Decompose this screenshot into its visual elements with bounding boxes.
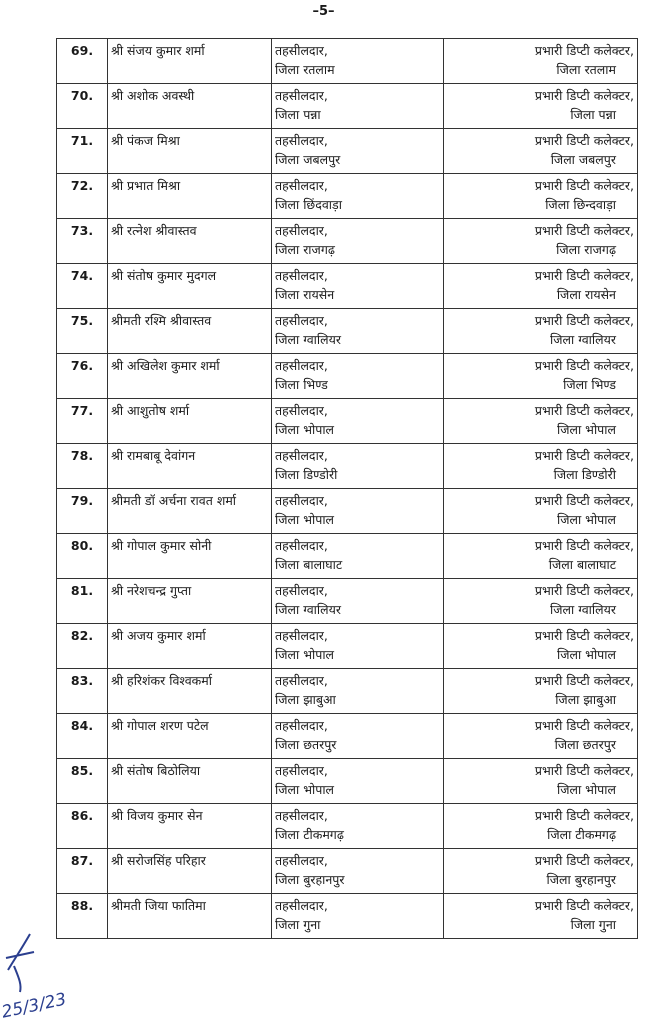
current-post-district: जिला जबलपुर	[275, 152, 341, 167]
table-row	[57, 39, 638, 84]
current-post	[272, 39, 444, 84]
new-posting	[444, 849, 638, 894]
current-post-district: जिला छिंदवाड़ा	[275, 197, 342, 212]
new-post-title: प्रभारी डिप्टी कलेक्टर,	[534, 403, 634, 418]
serial-number: 78.	[57, 444, 108, 489]
new-posting	[444, 579, 638, 624]
new-post-district: जिला पन्ना	[570, 107, 616, 122]
current-post-title: तहसीलदार,	[275, 178, 328, 193]
serial-number: 69.	[57, 39, 108, 84]
new-post-district: जिला भोपाल	[556, 512, 616, 527]
serial-number: 88.	[57, 894, 108, 939]
officer-name: श्री संतोष बिठोलिया	[108, 759, 272, 804]
signature-mark	[0, 930, 80, 1024]
current-post	[272, 489, 444, 534]
officer-name: श्री नरेशचन्द्र गुप्ता	[108, 579, 272, 624]
current-post	[272, 264, 444, 309]
current-post-title: तहसीलदार,	[275, 223, 328, 238]
current-post-title: तहसीलदार,	[275, 898, 328, 913]
current-post-title: तहसीलदार,	[275, 448, 328, 463]
new-post-title: प्रभारी डिप्टी कलेक्टर,	[534, 763, 634, 778]
officer-name: श्री प्रभात मिश्रा	[108, 174, 272, 219]
serial-number: 86.	[57, 804, 108, 849]
new-post-title: प्रभारी डिप्टी कलेक्टर,	[534, 898, 634, 913]
current-post	[272, 399, 444, 444]
new-posting	[444, 534, 638, 579]
current-post-title: तहसीलदार,	[275, 88, 328, 103]
current-post	[272, 84, 444, 129]
table-row	[57, 579, 638, 624]
current-post	[272, 444, 444, 489]
new-post-district: जिला छिन्दवाड़ा	[545, 197, 616, 212]
current-post-district: जिला रतलाम	[275, 62, 335, 77]
current-post-district: जिला गुना	[275, 917, 321, 932]
current-post-title: तहसीलदार,	[275, 43, 328, 58]
current-post	[272, 354, 444, 399]
serial-number: 79.	[57, 489, 108, 534]
current-post	[272, 174, 444, 219]
new-post-title: प्रभारी डिप्टी कलेक्टर,	[534, 133, 634, 148]
current-post-title: तहसीलदार,	[275, 313, 328, 328]
current-post-title: तहसीलदार,	[275, 673, 328, 688]
new-posting	[444, 309, 638, 354]
new-posting	[444, 39, 638, 84]
current-post-title: तहसीलदार,	[275, 538, 328, 553]
new-post-title: प्रभारी डिप्टी कलेक्टर,	[534, 493, 634, 508]
new-posting	[444, 219, 638, 264]
officer-name: श्री पंकज मिश्रा	[108, 129, 272, 174]
signature-date: 25/3/23	[0, 989, 69, 1023]
current-post	[272, 849, 444, 894]
current-post-district: जिला ग्वालियर	[275, 602, 341, 617]
new-post-district: जिला ग्वालियर	[550, 602, 616, 617]
officer-name: श्री अशोक अवस्थी	[108, 84, 272, 129]
current-post	[272, 714, 444, 759]
new-post-title: प्रभारी डिप्टी कलेक्टर,	[534, 358, 634, 373]
current-post-district: जिला भोपाल	[275, 782, 335, 797]
transfer-table-body	[57, 39, 638, 939]
table-row	[57, 354, 638, 399]
serial-number: 85.	[57, 759, 108, 804]
current-post	[272, 759, 444, 804]
new-posting	[444, 264, 638, 309]
current-post-title: तहसीलदार,	[275, 493, 328, 508]
new-post-district: जिला टीकमगढ़	[547, 827, 616, 842]
current-post	[272, 129, 444, 174]
new-post-title: प्रभारी डिप्टी कलेक्टर,	[534, 223, 634, 238]
new-post-title: प्रभारी डिप्टी कलेक्टर,	[534, 43, 634, 58]
current-post-title: तहसीलदार,	[275, 268, 328, 283]
new-post-district: जिला झाबुआ	[555, 692, 616, 707]
table-row	[57, 624, 638, 669]
serial-number: 84.	[57, 714, 108, 759]
officer-name: श्री अखिलेश कुमार शर्मा	[108, 354, 272, 399]
new-post-district: जिला भोपाल	[556, 782, 616, 797]
new-posting	[444, 354, 638, 399]
officer-name: श्री अजय कुमार शर्मा	[108, 624, 272, 669]
serial-number: 70.	[57, 84, 108, 129]
new-posting	[444, 894, 638, 939]
current-post-district: जिला भोपाल	[275, 647, 335, 662]
new-post-district: जिला भिण्ड	[563, 377, 616, 392]
serial-number: 82.	[57, 624, 108, 669]
table-row	[57, 489, 638, 534]
new-post-district: जिला भोपाल	[556, 647, 616, 662]
new-post-district: जिला ग्वालियर	[550, 332, 616, 347]
table-row	[57, 129, 638, 174]
current-post-title: तहसीलदार,	[275, 403, 328, 418]
serial-number: 75.	[57, 309, 108, 354]
officer-name: श्री विजय कुमार सेन	[108, 804, 272, 849]
current-post-title: तहसीलदार,	[275, 808, 328, 823]
current-post	[272, 309, 444, 354]
new-posting	[444, 804, 638, 849]
serial-number: 81.	[57, 579, 108, 624]
officer-name: श्री गोपाल शरण पटेल	[108, 714, 272, 759]
serial-number: 77.	[57, 399, 108, 444]
current-post	[272, 534, 444, 579]
current-post-district: जिला बालाघाट	[275, 557, 343, 572]
transfer-table	[56, 38, 638, 939]
new-post-title: प्रभारी डिप्टी कलेक्टर,	[534, 448, 634, 463]
current-post-title: तहसीलदार,	[275, 133, 328, 148]
current-post-district: जिला पन्ना	[275, 107, 321, 122]
new-posting	[444, 489, 638, 534]
current-post-district: जिला ग्वालियर	[275, 332, 341, 347]
current-post-title: तहसीलदार,	[275, 628, 328, 643]
new-post-title: प्रभारी डिप्टी कलेक्टर,	[534, 673, 634, 688]
table-row	[57, 534, 638, 579]
current-post	[272, 804, 444, 849]
new-post-title: प्रभारी डिप्टी कलेक्टर,	[534, 538, 634, 553]
new-post-district: जिला बुरहानपुर	[546, 872, 616, 887]
new-post-district: जिला भोपाल	[556, 422, 616, 437]
table-row	[57, 264, 638, 309]
new-post-title: प्रभारी डिप्टी कलेक्टर,	[534, 718, 634, 733]
table-row	[57, 669, 638, 714]
new-post-district: जिला रायसेन	[556, 287, 616, 302]
current-post-district: जिला बुरहानपुर	[275, 872, 345, 887]
new-posting	[444, 84, 638, 129]
officer-name: श्रीमती रश्मि श्रीवास्तव	[108, 309, 272, 354]
table-row	[57, 894, 638, 939]
officer-name: श्रीमती डॉ अर्चना रावत शर्मा	[108, 489, 272, 534]
table-row	[57, 444, 638, 489]
table-row	[57, 714, 638, 759]
page-number: –5–	[312, 4, 335, 19]
serial-number: 83.	[57, 669, 108, 714]
current-post-title: तहसीलदार,	[275, 763, 328, 778]
new-post-district: जिला जबलपुर	[550, 152, 616, 167]
new-post-title: प्रभारी डिप्टी कलेक्टर,	[534, 853, 634, 868]
current-post-district: जिला रायसेन	[275, 287, 335, 302]
new-post-title: प्रभारी डिप्टी कलेक्टर,	[534, 808, 634, 823]
current-post	[272, 579, 444, 624]
current-post-title: तहसीलदार,	[275, 853, 328, 868]
officer-name: श्री संजय कुमार शर्मा	[108, 39, 272, 84]
current-post-title: तहसीलदार,	[275, 358, 328, 373]
new-posting	[444, 129, 638, 174]
officer-name: श्री संतोष कुमार मुदगल	[108, 264, 272, 309]
new-post-district: जिला डिण्डोरी	[553, 467, 616, 482]
table-row	[57, 174, 638, 219]
serial-number: 80.	[57, 534, 108, 579]
current-post	[272, 894, 444, 939]
officer-name: श्रीमती जिया फातिमा	[108, 894, 272, 939]
table-row	[57, 399, 638, 444]
current-post-district: जिला भिण्ड	[275, 377, 328, 392]
serial-number: 87.	[57, 849, 108, 894]
officer-name: श्री आशुतोष शर्मा	[108, 399, 272, 444]
new-post-district: जिला बालाघाट	[548, 557, 616, 572]
current-post-district: जिला भोपाल	[275, 512, 335, 527]
table-row	[57, 84, 638, 129]
table-row	[57, 804, 638, 849]
new-post-title: प्रभारी डिप्टी कलेक्टर,	[534, 178, 634, 193]
serial-number: 76.	[57, 354, 108, 399]
new-posting	[444, 759, 638, 804]
current-post-district: जिला राजगढ़	[275, 242, 335, 257]
current-post-title: तहसीलदार,	[275, 583, 328, 598]
new-post-title: प्रभारी डिप्टी कलेक्टर,	[534, 628, 634, 643]
new-posting	[444, 174, 638, 219]
officer-name: श्री रामबाबू देवांगन	[108, 444, 272, 489]
new-post-district: जिला गुना	[570, 917, 616, 932]
new-post-title: प्रभारी डिप्टी कलेक्टर,	[534, 88, 634, 103]
current-post-district: जिला भोपाल	[275, 422, 335, 437]
serial-number: 74.	[57, 264, 108, 309]
serial-number: 71.	[57, 129, 108, 174]
serial-number: 73.	[57, 219, 108, 264]
new-post-title: प्रभारी डिप्टी कलेक्टर,	[534, 583, 634, 598]
new-post-title: प्रभारी डिप्टी कलेक्टर,	[534, 268, 634, 283]
signature-stroke	[6, 934, 34, 992]
table-row	[57, 849, 638, 894]
new-posting	[444, 444, 638, 489]
current-post-title: तहसीलदार,	[275, 718, 328, 733]
table-row	[57, 309, 638, 354]
current-post-district: जिला छतरपुर	[275, 737, 337, 752]
current-post	[272, 624, 444, 669]
officer-name: श्री हरिशंकर विश्वकर्मा	[108, 669, 272, 714]
current-post	[272, 219, 444, 264]
new-posting	[444, 399, 638, 444]
officer-name: श्री गोपाल कुमार सोनी	[108, 534, 272, 579]
current-post	[272, 669, 444, 714]
table-row	[57, 759, 638, 804]
new-post-district: जिला रतलाम	[556, 62, 616, 77]
new-post-district: जिला राजगढ़	[556, 242, 616, 257]
officer-name: श्री सरोजसिंह परिहार	[108, 849, 272, 894]
current-post-district: जिला झाबुआ	[275, 692, 336, 707]
new-post-title: प्रभारी डिप्टी कलेक्टर,	[534, 313, 634, 328]
current-post-district: जिला डिण्डोरी	[275, 467, 338, 482]
new-posting	[444, 624, 638, 669]
serial-number: 72.	[57, 174, 108, 219]
table-row	[57, 219, 638, 264]
new-posting	[444, 669, 638, 714]
new-posting	[444, 714, 638, 759]
new-post-district: जिला छतरपुर	[554, 737, 616, 752]
current-post-district: जिला टीकमगढ़	[275, 827, 344, 842]
officer-name: श्री रत्नेश श्रीवास्तव	[108, 219, 272, 264]
